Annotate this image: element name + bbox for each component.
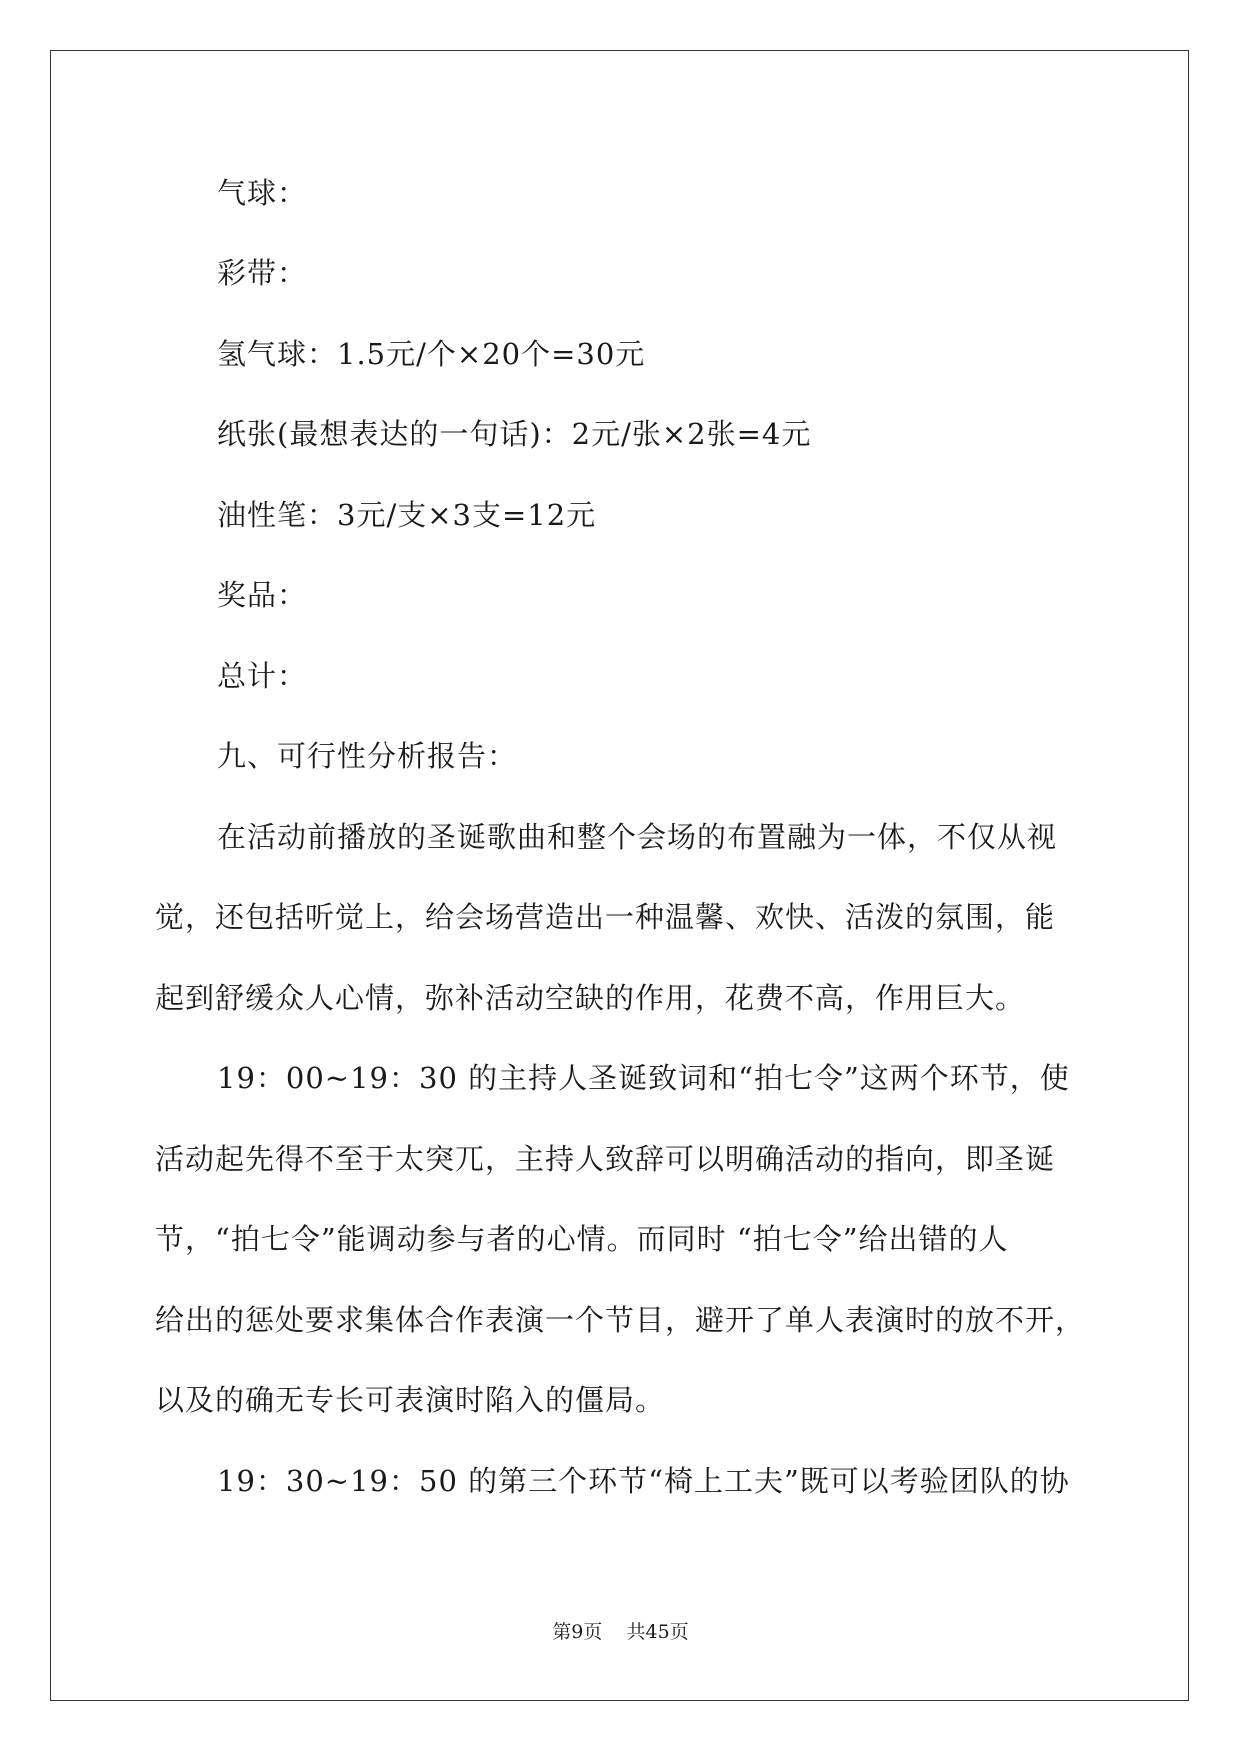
paragraph-line: 给出的惩处要求集体合作表演一个节目，避开了单人表演时的放不开， (155, 1303, 1086, 1337)
text-line-balloons: 气球： (217, 176, 308, 210)
page-total: 共45页 (626, 1621, 689, 1643)
paragraph-line: 19：30~19：50 的第三个环节“椅上工夫”既可以考验团队的协 (217, 1464, 1070, 1498)
text-line-prizes: 奖品： (217, 578, 308, 612)
text-line-ribbons: 彩带： (217, 256, 308, 290)
text-line-total: 总计： (217, 659, 308, 693)
paragraph-line: 19：00~19：30 的主持人圣诞致词和“拍七令”这两个环节，使 (217, 1061, 1070, 1095)
text-line-helium-balloons: 氢气球：1.5元/个×20个=30元 (217, 337, 646, 371)
paragraph-line: 以及的确无专长可表演时陷入的僵局。 (155, 1383, 666, 1417)
paragraph-line: 起到舒缓众人心情，弥补活动空缺的作用，花费不高，作用巨大。 (155, 981, 1026, 1015)
paragraph-line: 节，“拍七令”能调动参与者的心情。而同时 “拍七令”给出错的人 (155, 1222, 1009, 1256)
page-border (50, 50, 1189, 1701)
paragraph-line: 在活动前播放的圣诞歌曲和整个会场的布置融为一体，不仅从视 (217, 820, 1058, 854)
text-line-markers: 油性笔：3元/支×3支=12元 (217, 498, 597, 532)
section-heading: 九、可行性分析报告： (217, 739, 518, 773)
paragraph-line: 活动起先得不至于太突兀，主持人致辞可以明确活动的指向，即圣诞 (155, 1142, 1056, 1176)
paragraph-line: 觉，还包括听觉上，给会场营造出一种温馨、欢快、活泼的氛围，能 (155, 900, 1056, 934)
text-line-paper: 纸张(最想表达的一句话)：2元/张×2张=4元 (217, 417, 812, 451)
page-footer (0, 1620, 1241, 1644)
page-number: 第9页 (552, 1621, 603, 1643)
